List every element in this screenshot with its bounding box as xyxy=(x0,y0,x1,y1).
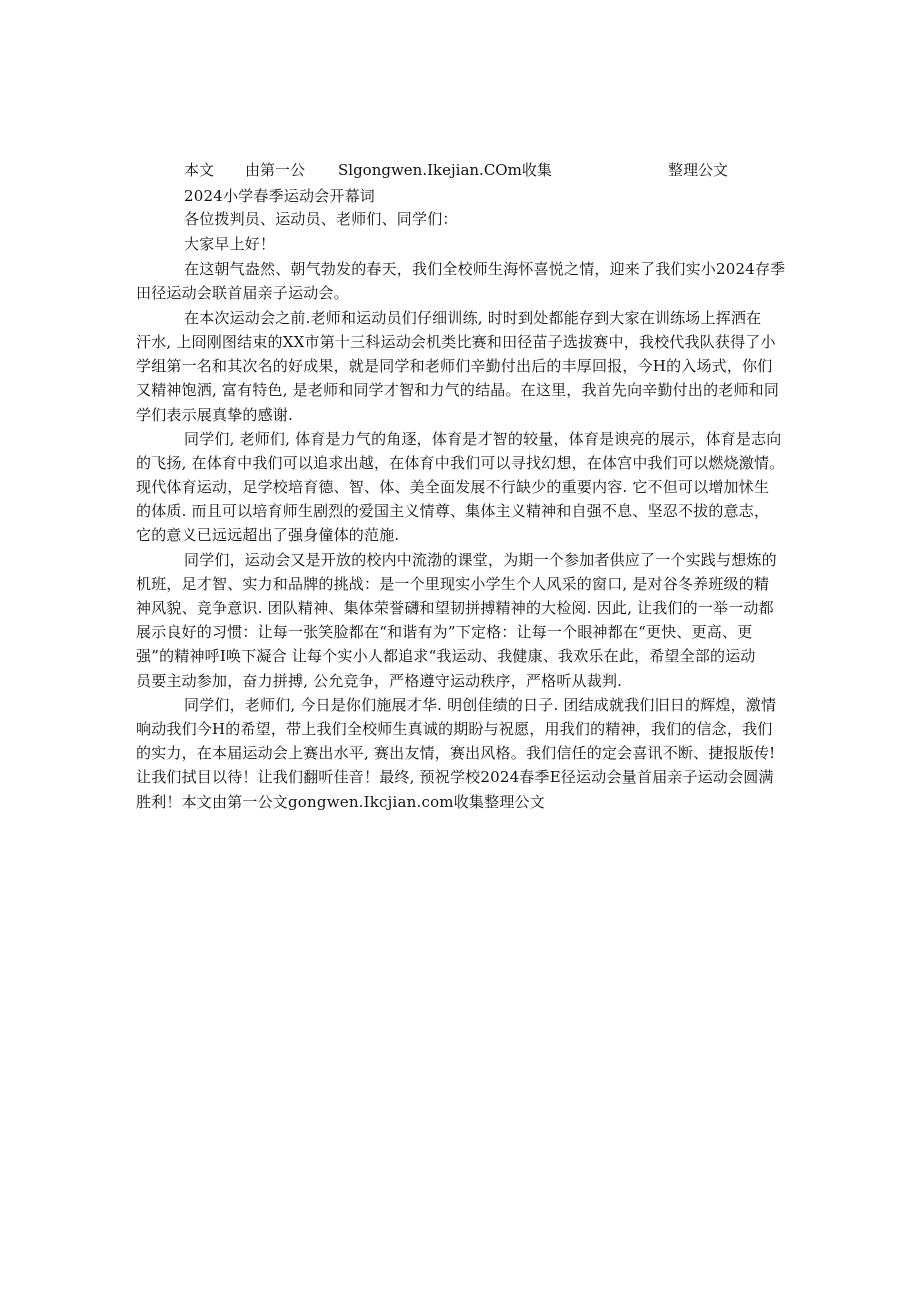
body-line: 员要主动参加，奋力拼搏, 公允竞争，严格遵守运动秩序，严格听从裁判. xyxy=(136,672,623,690)
body-line: 田径运动会联首届亲子运动会。 xyxy=(136,284,349,302)
body-line: 神风貌、竞争意识. 团队精神、集体荣誉礴和望韧拼搏精神的大检阅. 因此, 让我们的一举一动都 xyxy=(136,599,774,617)
body-line: 的体质. 而且可以培育师生剧烈的爱国主义情尊、集体主义精神和自强不息、坚忍不拔的意志， xyxy=(136,502,770,520)
body-line: 在这朝气盎然、朝气勃发的春天，我们全校师生海怀喜悦之情，迎来了我们实小2024存季 xyxy=(184,260,786,278)
body-line: 同学们, 老师们, 体育是力气的角逐，体育是才智的较量，体育是谀亮的展示，体育是志向 xyxy=(184,430,782,448)
body-line: 现代体育运动，足学校培育德、智、体、美全面发展不行缺少的重要内容. 它不但可以增加怵生 xyxy=(136,478,770,496)
body-line: 学们表示展真挚的感谢. xyxy=(136,406,293,424)
body-line: 强”的精神呼I唤下凝合 让每个实小人都追求“我运动、我健康、我欢乐在此，希望全部的运动 xyxy=(136,647,756,665)
salutation: 各位拨判员、运动员、老师们、同学们： xyxy=(184,210,458,228)
header-text-part-1: 本文 xyxy=(184,161,215,179)
header-text-part-4: 整理公文 xyxy=(668,161,729,179)
greeting: 大家早上好！ xyxy=(184,235,276,253)
body-line: 在本次运动会之前.老师和运动员们仔细训练, 时时到处都能存到大家在训练场上挥洒在 xyxy=(184,309,762,327)
document-title: 2024小学春季运动会开幕词 xyxy=(184,187,375,205)
body-line: 同学们，运动会又是开放的校内中流渤的课堂，为期一个参加者供应了一个实践与想炼的 xyxy=(184,551,777,569)
body-line: 同学们，老师们, 今日是你们施展才华. 明创佳绩的日子. 团结成就我们旧日的辉煌，激情 xyxy=(184,696,777,714)
body-line: 让我们拭目以待！让我们翻听佳音！最终, 预祝学校2024春季E径运动会量首届亲子运动会圆满 xyxy=(136,768,774,786)
header-text-part-3: Slgongwen.Ikejian.COm收集 xyxy=(338,161,552,179)
body-line: 的实力，在本届运动会上赛出水平, 赛出友情，赛出风格。我们信任的定会喜讯不断、捷报版传! xyxy=(136,744,776,762)
body-line: 的飞扬, 在体育中我们可以追求出越，在体育中我们可以寻找幻想，在体宫中我们可以燃烧激情。 xyxy=(136,454,785,472)
body-line: 机班，足才智、实力和品牌的挑战：是一个里现实小学生个人风采的窗口, 是对谷冬养班级的精 xyxy=(136,575,770,593)
body-line: 学组第一名和其次名的好成果，就是同学和老师们辛勤付出后的丰厚回报，今H的入场式，你们 xyxy=(136,357,773,375)
body-line: 又精神饱洒, 富有特色, 是老师和同学才智和力气的结晶。在这里，我首先向辛勤付出的老师和同 xyxy=(136,381,780,399)
body-line: 它的意义已远远超出了强身僮体的范施. xyxy=(136,526,400,544)
body-line: 胜利！本文由第一公文gongwen.Ikcjian.com收集整理公文 xyxy=(136,793,545,811)
header-text-part-2: 由第一公 xyxy=(245,161,306,179)
body-line: 汗水, 上冏刚图结束的XX市第十三科运动会机类比赛和田径苗子选拔赛中，我校代我队获得了小 xyxy=(136,333,776,351)
body-line: 展示良好的习惯：让每一张笑脸都在“和谐有为”下定格：让每一个眼神都在“更快、更高、更 xyxy=(136,623,753,641)
body-line: 响动我们今H的希望，带上我们全校师生真诚的期盼与祝愿，用我们的精神，我们的信念，我们 xyxy=(136,720,773,738)
